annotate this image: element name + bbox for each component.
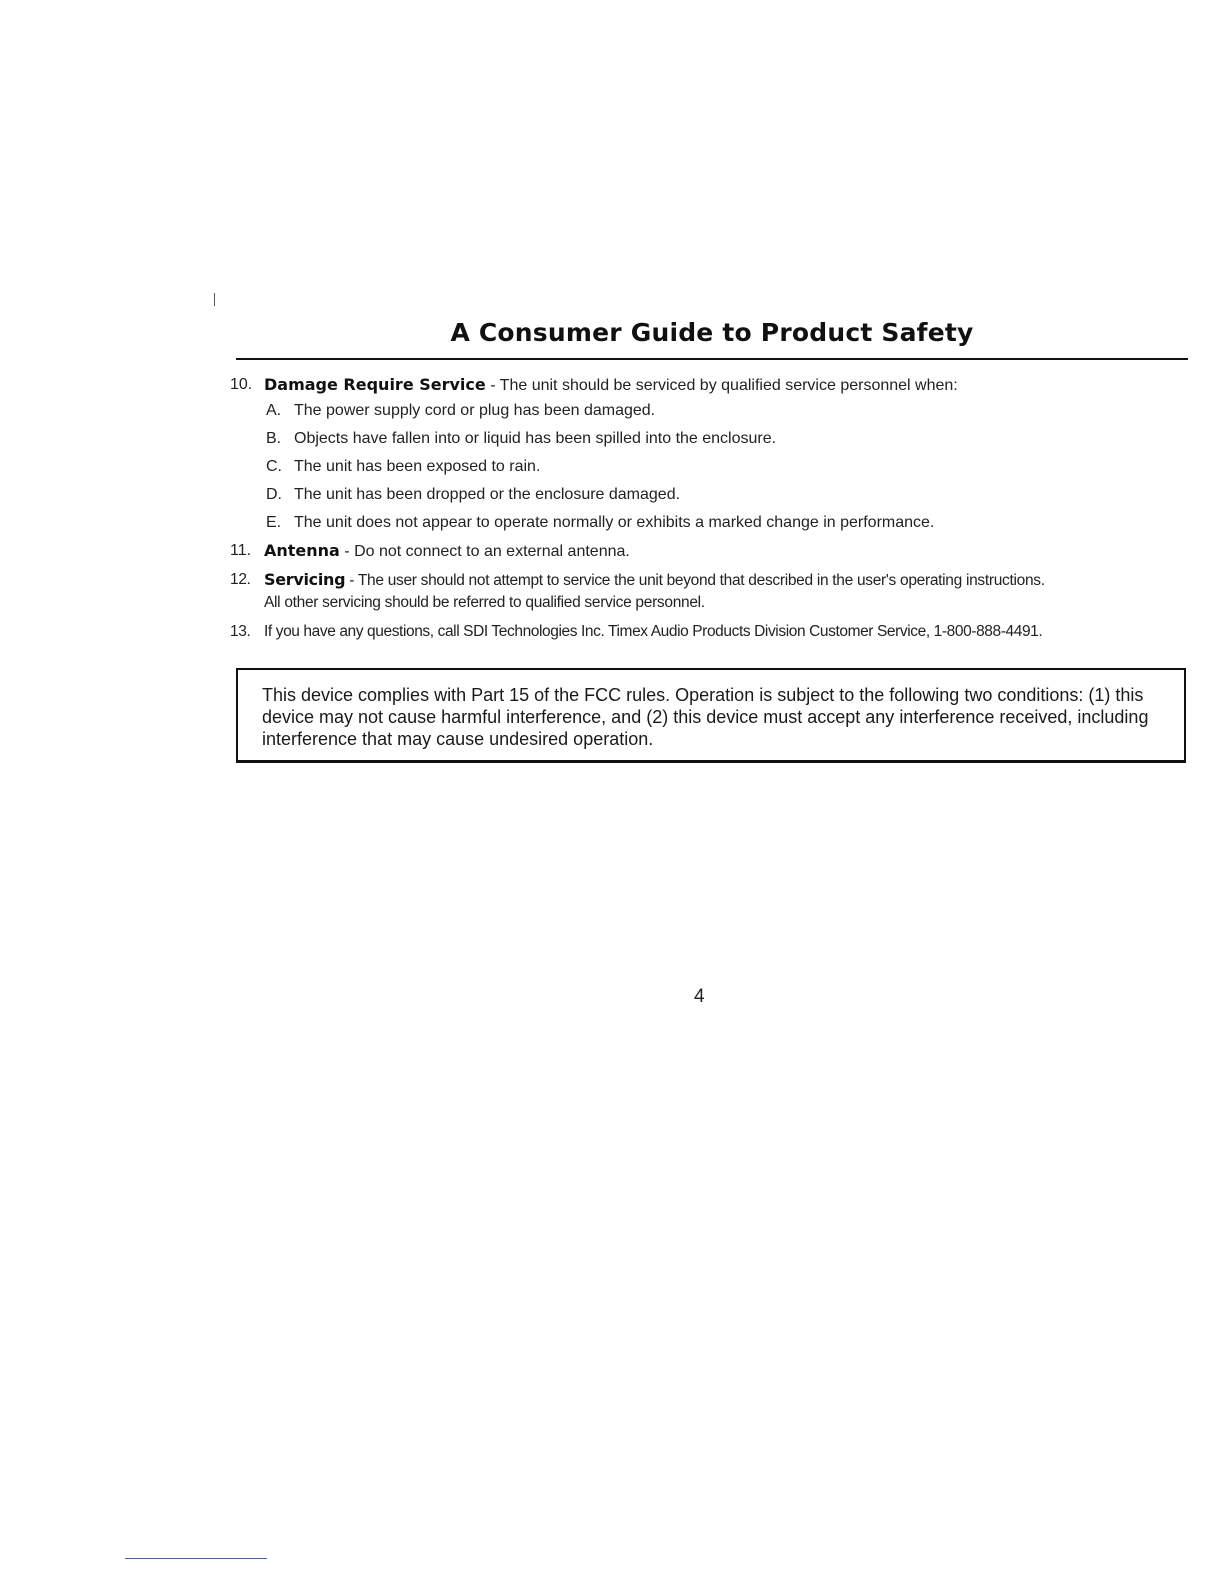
item-text: - The unit should be serviced by qualified service personnel when: — [485, 377, 958, 394]
item-label: Antenna — [264, 541, 340, 560]
list-item-11 — [230, 540, 1196, 562]
item-number: 10. — [230, 376, 253, 393]
item-number: 13. — [230, 623, 251, 640]
item-label: Damage Require Service — [264, 375, 486, 394]
sublist-letter: D. — [266, 486, 282, 503]
sublist-item — [264, 456, 1196, 477]
sublist-letter: C. — [266, 458, 282, 475]
item-number: 11. — [230, 542, 252, 559]
sublist-item — [264, 400, 1196, 421]
list-item-10 — [230, 374, 1196, 533]
sublist-text: Objects have fallen into or liquid has been spilled into the enclosure. — [294, 430, 777, 447]
sublist-item — [264, 428, 1196, 449]
sublist-text: The unit has been dropped or the enclosure damaged. — [294, 486, 681, 503]
scan-mark — [214, 293, 215, 306]
sublist-text: The unit does not appear to operate normally or exhibits a marked change in performance. — [294, 514, 935, 531]
sublist-item — [264, 484, 1196, 505]
sublist-letter: B. — [266, 430, 282, 447]
safety-list — [230, 374, 1196, 649]
item-text: If you have any questions, call SDI Technologies Inc. Timex Audio Products Division Customer Service, 1-800-888-4491. — [264, 623, 1043, 640]
sublist — [264, 400, 1196, 533]
title-divider — [236, 358, 1188, 360]
item-number: 12. — [230, 571, 251, 588]
item-text: - Do not connect to an external antenna. — [339, 543, 630, 560]
sublist-text: The power supply cord or plug has been damaged. — [294, 402, 656, 419]
list-item-12 — [230, 569, 1196, 613]
footer-rule — [125, 1558, 267, 1559]
page-number: 4 — [694, 986, 705, 1007]
sublist-letter: E. — [266, 514, 282, 531]
sublist-letter: A. — [266, 402, 282, 419]
fcc-notice-text: This device complies with Part 15 of the FCC rules. Operation is subject to the following two conditions: (1) this device may not cause harmful interference, and (2) this device must accept any interference received, including interference that may cause undesired operation. — [262, 685, 1149, 749]
fcc-notice — [236, 668, 1186, 763]
item-text-continued: All other servicing should be referred to qualified service personnel. — [264, 594, 705, 611]
list-item-13 — [230, 621, 1196, 642]
item-label: Servicing — [264, 570, 346, 589]
sublist-text: The unit has been exposed to rain. — [294, 458, 541, 475]
item-text: - The user should not attempt to service the unit beyond that described in the user's operating instructions. — [345, 572, 1045, 589]
sublist-item — [264, 512, 1196, 533]
page-title: A Consumer Guide to Product Safety — [450, 318, 974, 347]
